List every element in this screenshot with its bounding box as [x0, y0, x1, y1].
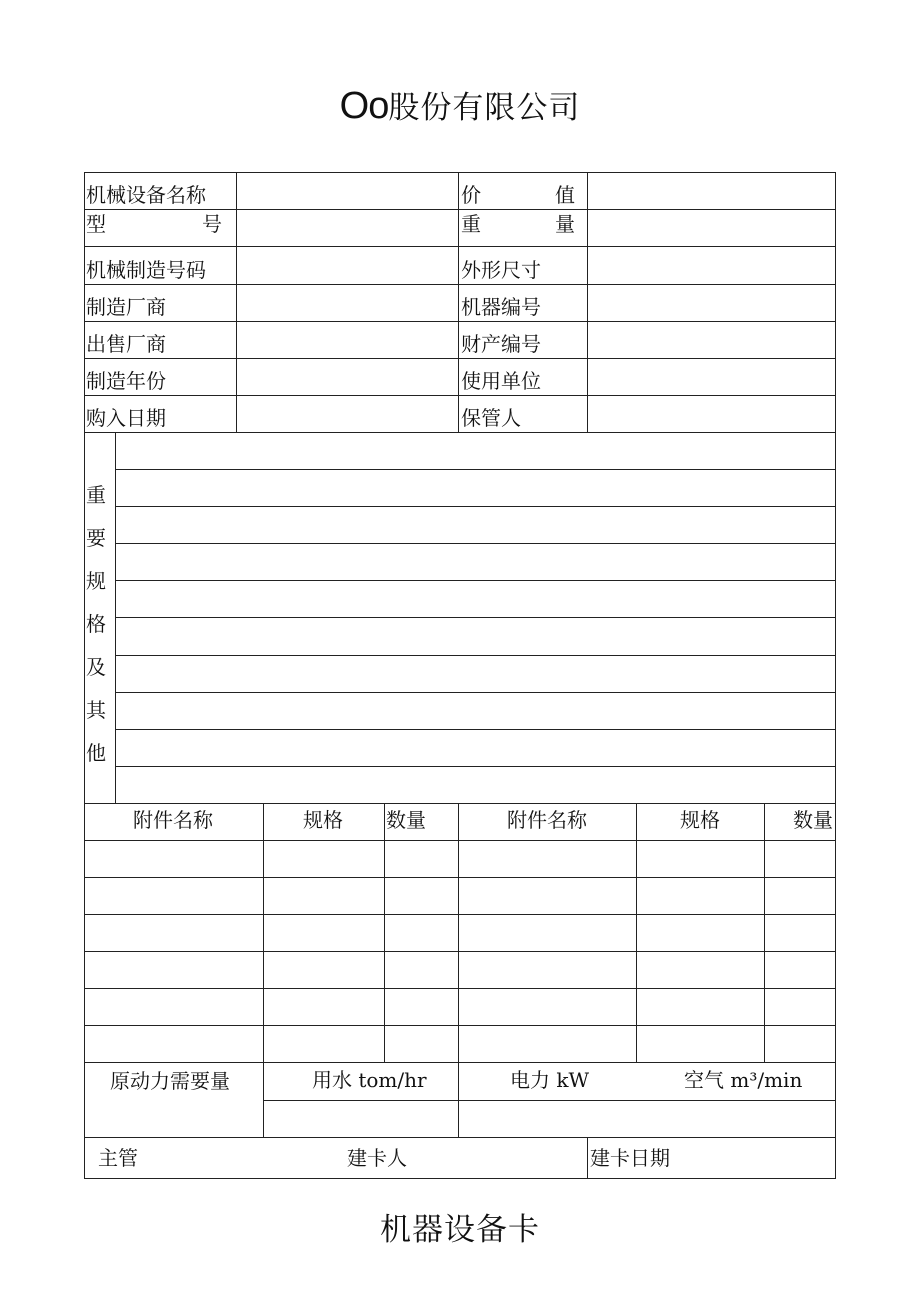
specs-label-char: 重	[86, 483, 106, 507]
accessory-row-divider	[84, 1025, 836, 1026]
info-label-right: 重 量	[461, 212, 575, 236]
power-bottom-border	[84, 1137, 836, 1138]
spec-line	[115, 469, 836, 470]
power-col-divider	[263, 1062, 264, 1138]
info-label-right: 财产编号	[461, 332, 541, 356]
specs-label-char: 规	[86, 569, 106, 593]
info-label-right: 保管人	[461, 406, 521, 430]
card-date-label: 建卡日期	[590, 1146, 670, 1170]
form-left-border	[84, 172, 85, 1179]
info-col-divider	[236, 172, 237, 433]
company-title-latin: Oo	[339, 85, 389, 127]
info-label-left: 制造年份	[86, 369, 166, 393]
accessory-row-divider	[84, 1062, 836, 1063]
specs-label-divider	[115, 432, 116, 804]
accessory-header: 数量	[386, 808, 426, 832]
spec-line	[115, 692, 836, 693]
specs-bottom-border	[84, 803, 836, 804]
accessory-row-divider	[84, 914, 836, 915]
power-inner-divider	[263, 1100, 836, 1101]
info-col-divider	[587, 172, 588, 433]
accessory-header: 规格	[680, 808, 720, 832]
info-row-divider	[84, 395, 836, 396]
accessory-header: 数量	[793, 808, 833, 832]
signoff-col-divider	[587, 1137, 588, 1179]
info-label-right: 机器编号	[461, 295, 541, 319]
spec-line	[115, 729, 836, 730]
specs-label-char: 格	[86, 612, 106, 636]
form-right-border	[835, 172, 836, 1179]
spec-line	[115, 655, 836, 656]
specs-label-char: 及	[86, 655, 106, 679]
spec-line	[115, 506, 836, 507]
specs-label-char: 他	[86, 741, 106, 765]
info-label-right: 价 值	[461, 183, 575, 207]
accessory-row-divider	[84, 840, 836, 841]
company-title	[0, 82, 920, 128]
accessory-col-divider	[764, 803, 765, 1063]
accessory-header: 附件名称	[507, 808, 587, 832]
spec-line	[115, 580, 836, 581]
company-title-cn: 股份有限公司	[388, 90, 581, 126]
accessory-col-divider	[263, 803, 264, 1063]
info-label-left: 机械设备名称	[86, 183, 206, 207]
info-row-divider	[84, 284, 836, 285]
creator-label: 建卡人	[347, 1146, 407, 1170]
info-label-left: 购入日期	[86, 406, 166, 430]
info-label-left: 型 号	[86, 212, 222, 236]
info-row-divider	[84, 209, 836, 210]
electric-header: 电力 kW	[510, 1068, 590, 1092]
water-header: 用水 tom/hr	[312, 1068, 427, 1092]
spec-line	[115, 543, 836, 544]
supervisor-label: 主管	[98, 1146, 138, 1170]
accessory-col-divider	[458, 803, 459, 1063]
info-row-divider	[84, 358, 836, 359]
spec-line	[115, 766, 836, 767]
accessory-row-divider	[84, 988, 836, 989]
info-label-left: 机械制造号码	[86, 258, 206, 282]
power-label: 原动力需要量	[110, 1069, 230, 1093]
card-title: 机器设备卡	[380, 1212, 540, 1248]
accessory-header: 规格	[303, 808, 343, 832]
form-bottom-border	[84, 1178, 836, 1179]
spec-line	[115, 617, 836, 618]
power-col-divider	[458, 1062, 459, 1138]
specs-label-char: 要	[86, 526, 106, 550]
accessory-col-divider	[384, 803, 385, 1063]
info-label-left: 制造厂商	[86, 295, 166, 319]
info-label-right: 外形尺寸	[461, 258, 541, 282]
info-label-left: 出售厂商	[86, 332, 166, 356]
accessory-col-divider	[636, 803, 637, 1063]
specs-label-char: 其	[86, 698, 106, 722]
info-row-divider	[84, 172, 836, 173]
info-label-right: 使用单位	[461, 369, 541, 393]
accessory-row-divider	[84, 877, 836, 878]
air-header: 空气 m³/min	[684, 1068, 803, 1092]
info-row-divider	[84, 246, 836, 247]
accessory-row-divider	[84, 951, 836, 952]
accessory-header: 附件名称	[133, 808, 213, 832]
info-col-divider	[458, 172, 459, 433]
info-row-divider	[84, 432, 836, 433]
info-row-divider	[84, 321, 836, 322]
